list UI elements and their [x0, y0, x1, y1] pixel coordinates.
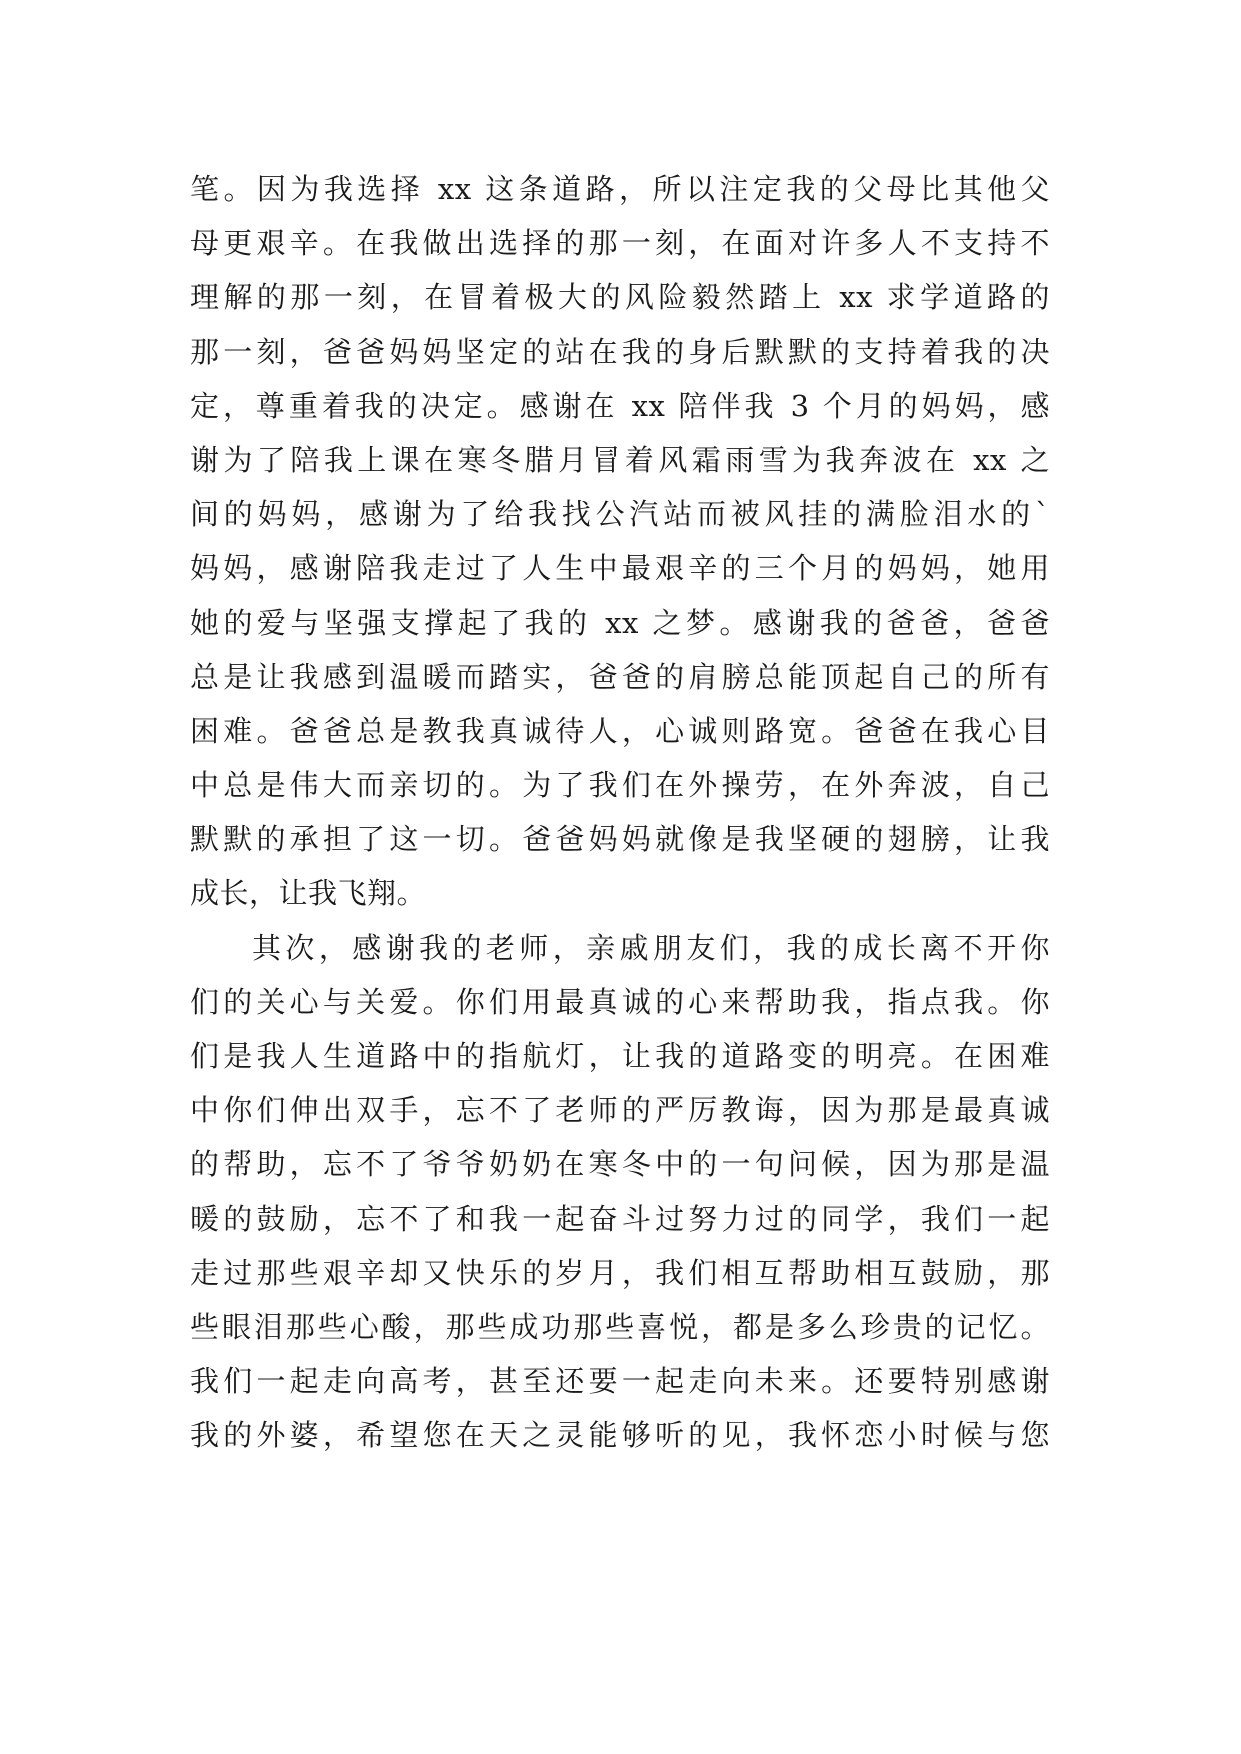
- text-line: 其次，感谢我的老师，亲戚朋友们，我的成长离不开你: [252, 930, 1050, 965]
- paragraph: [190, 162, 1050, 921]
- text-line: 间的妈妈，感谢为了给我找公汽站而被风挂的满脸泪水的`: [190, 497, 1050, 532]
- text-line: 她的爱与坚强支撑起了我的 xx 之梦。感谢我的爸爸，爸爸: [190, 605, 1050, 640]
- text-line: 那一刻，爸爸妈妈坚定的站在我的身后默默的支持着我的决: [190, 334, 1050, 369]
- paragraph: [190, 921, 1050, 1463]
- text-line: 们是我人生道路中的指航灯，让我的道路变的明亮。在困难: [190, 1039, 1050, 1073]
- text-line: 些眼泪那些心酸，那些成功那些喜悦，都是多么珍贵的记忆。: [190, 1309, 1050, 1344]
- text-line: 笔。因为我选择 xx 这条道路，所以注定我的父母比其他父: [190, 172, 1050, 206]
- text-line: 走过那些艰辛却又快乐的岁月，我们相互帮助相互鼓励，那: [190, 1255, 1050, 1290]
- text-line: 成长，让我飞翔。: [190, 876, 427, 911]
- text-line: 总是让我感到温暖而踏实，爸爸的肩膀总能顶起自己的所有: [190, 659, 1050, 694]
- document-body: [190, 162, 1050, 1463]
- text-line: 我们一起走向高考，甚至还要一起走向未来。还要特别感谢: [190, 1364, 1050, 1399]
- text-line: 定，尊重着我的决定。感谢在 xx 陪伴我 3 个月的妈妈，感: [190, 388, 1050, 423]
- text-line: 理解的那一刻，在冒着极大的风险毅然踏上 xx 求学道路的: [190, 280, 1050, 315]
- text-line: 的帮助，忘不了爷爷奶奶在寒冬中的一句问候，因为那是温: [190, 1147, 1050, 1182]
- text-line: 我的外婆，希望您在天之灵能够听的见，我怀恋小时候与您: [190, 1418, 1050, 1453]
- text-line: 中你们伸出双手，忘不了老师的严厉教诲，因为那是最真诚: [190, 1093, 1050, 1128]
- text-line: 母更艰辛。在我做出选择的那一刻，在面对许多人不支持不: [190, 226, 1050, 261]
- text-line: 中总是伟大而亲切的。为了我们在外操劳，在外奔波，自己: [190, 768, 1050, 803]
- text-line: 妈妈，感谢陪我走过了人生中最艰辛的三个月的妈妈，她用: [190, 551, 1050, 586]
- text-line: 们的关心与关爱。你们用最真诚的心来帮助我，指点我。你: [190, 984, 1050, 1019]
- text-line: 谢为了陪我上课在寒冬腊月冒着风霜雨雪为我奔波在 xx 之: [190, 442, 1050, 477]
- text-line: 暖的鼓励，忘不了和我一起奋斗过努力过的同学，我们一起: [190, 1201, 1050, 1236]
- text-line: 默默的承担了这一切。爸爸妈妈就像是我坚硬的翅膀，让我: [190, 822, 1050, 857]
- text-line: 困难。爸爸总是教我真诚待人，心诚则路宽。爸爸在我心目: [190, 713, 1050, 748]
